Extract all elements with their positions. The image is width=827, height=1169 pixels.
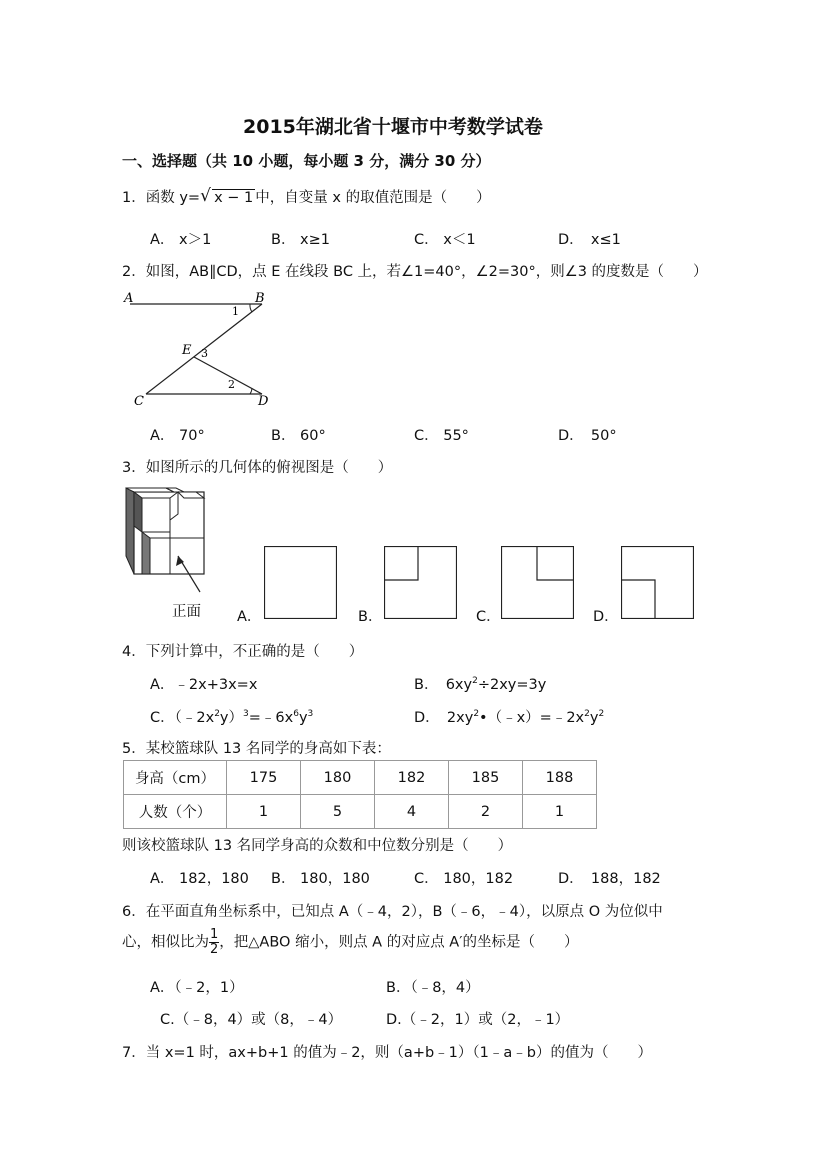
q4-b-post: ÷2xy=3y <box>477 677 547 693</box>
q5-option-d: D． 188，182 <box>558 871 661 887</box>
table-cell: 185 <box>449 761 523 795</box>
question-5-stem-2: 则该校篮球队 13 名同学身高的众数和中位数分别是（ ） <box>122 838 513 854</box>
q3-solid-figure <box>122 484 217 596</box>
q1-option-a: A． x＞1 <box>150 232 212 248</box>
q2-option-a: A． 70° <box>150 428 205 444</box>
q6-option-b: B．（﹣8，4） <box>386 980 480 996</box>
q6-option-a: A．（﹣2，1） <box>150 980 244 996</box>
table-cell: 182 <box>375 761 449 795</box>
q4-d-mid: •（﹣x）=﹣2x <box>479 710 585 726</box>
question-6-line-1: 6．在平面直角坐标系中，已知点 A（﹣4，2），B（﹣6，﹣4），以原点 O 为位似中 <box>122 904 663 920</box>
q3-option-d-figure <box>621 546 694 619</box>
label-B: B <box>255 291 265 306</box>
q4-c-mid2: =﹣6x <box>248 710 294 726</box>
q3-option-c-letter: C． <box>476 609 501 625</box>
label-A: A <box>124 291 134 306</box>
q1-option-b: B． x≥1 <box>271 232 331 248</box>
q4-option-b <box>414 673 546 694</box>
table-cell: 人数（个） <box>124 795 227 829</box>
question-4-stem: 4．下列计算中，不正确的是（ ） <box>122 644 364 660</box>
label-D: D <box>258 394 269 409</box>
q4-c-sup4: 3 <box>307 709 314 720</box>
table-row <box>124 795 597 829</box>
q1-option-c: C． x＜1 <box>414 232 476 248</box>
label-E: E <box>182 343 192 358</box>
q2-geometry-figure <box>122 288 282 410</box>
q4-d-pre: D． 2xy <box>414 710 474 726</box>
table-cell: 5 <box>301 795 375 829</box>
height-table <box>123 760 597 829</box>
q6-line2-pre: 心，相似比为 <box>122 934 209 951</box>
label-angle-3: 3 <box>201 347 208 360</box>
question-7-stem: 7．当 x=1 时，ax+b+1 的值为﹣2，则（a+b﹣1）（1﹣a﹣b）的值为（ ） <box>122 1045 652 1061</box>
q3-option-a-figure <box>264 546 337 619</box>
q2-option-d: D． 50° <box>558 428 617 444</box>
q6-option-c: C.（﹣8，4）或（8，﹣4） <box>160 1012 343 1028</box>
q4-d-sup1: 2 <box>473 709 480 720</box>
fraction-denominator: 2 <box>210 942 219 957</box>
q4-b-pre: B． 6xy <box>414 677 473 693</box>
q3-option-c-figure <box>501 546 574 619</box>
q4-c-mid: y） <box>219 710 244 726</box>
fraction-numerator: 1 <box>210 927 219 942</box>
q4-option-a: A．﹣2x+3x=x <box>150 677 258 693</box>
table-row <box>124 761 597 795</box>
label-angle-1: 1 <box>232 305 239 318</box>
q1-option-d: D． x≤1 <box>558 232 621 248</box>
q1-stem-post: 中，自变量 x 的取值范围是（ ） <box>255 190 491 206</box>
question-2-stem: 2．如图，AB∥CD，点 E 在线段 BC 上，若∠1=40°，∠2=30°，则∠3 的度数是（ ） <box>122 264 708 280</box>
table-cell: 4 <box>375 795 449 829</box>
q5-option-b: B． 180，180 <box>271 871 370 887</box>
fraction <box>209 928 219 957</box>
table-cell: 身高（cm） <box>124 761 227 795</box>
q5-option-a: A． 182，180 <box>150 871 249 887</box>
q6-line2-post: ，把△ABO 缩小，则点 A 的对应点 A′的坐标是（ ） <box>219 934 579 951</box>
q3-option-b-letter: B． <box>358 609 383 625</box>
section-heading: 一、选择题（共 10 小题，每小题 3 分，满分 30 分） <box>122 152 491 170</box>
q3-option-b-figure <box>384 546 457 619</box>
q4-b-sup: 2 <box>472 676 478 687</box>
table-cell: 180 <box>301 761 375 795</box>
q4-option-c <box>150 706 313 727</box>
q1-stem-pre: 1．函数 y= <box>122 190 201 206</box>
q4-d-sup3: 2 <box>598 709 605 720</box>
q4-c-sup3: 6 <box>293 709 299 720</box>
q4-c-pre: C．（﹣2x <box>150 710 215 726</box>
table-cell: 188 <box>523 761 597 795</box>
page-title: 2015年湖北省十堰市中考数学试卷 <box>243 116 543 138</box>
q6-option-d: D.（﹣2，1）或（2，﹣1） <box>386 1012 570 1028</box>
table-cell: 1 <box>227 795 301 829</box>
q4-d-sup2: 2 <box>584 709 590 720</box>
question-6-line-2 <box>122 928 579 957</box>
q2-option-b: B． 60° <box>271 428 326 444</box>
q1-radicand: x − 1 <box>214 190 254 206</box>
q2-option-c: C． 55° <box>414 428 469 444</box>
table-cell: 1 <box>523 795 597 829</box>
front-view-label: 正面 <box>172 604 201 620</box>
q4-option-d <box>414 706 604 727</box>
question-1-stem <box>122 186 491 207</box>
sqrt-expression: √ x − 1 <box>200 186 254 206</box>
q4-c-sup2: 3 <box>243 709 249 720</box>
q3-option-d-letter: D． <box>593 609 619 625</box>
table-cell: 2 <box>449 795 523 829</box>
question-3-stem: 3．如图所示的几何体的俯视图是（ ） <box>122 460 393 476</box>
q5-option-c: C． 180，182 <box>414 871 514 887</box>
label-C: C <box>134 394 144 409</box>
q3-option-a-letter: A． <box>237 609 262 625</box>
q4-d-mid2: y <box>589 710 599 726</box>
table-cell: 175 <box>227 761 301 795</box>
q4-c-sup1: 2 <box>214 709 220 720</box>
label-angle-2: 2 <box>228 378 235 391</box>
q4-c-mid3: y <box>298 710 308 726</box>
question-5-stem: 5．某校篮球队 13 名同学的身高如下表： <box>122 741 391 757</box>
